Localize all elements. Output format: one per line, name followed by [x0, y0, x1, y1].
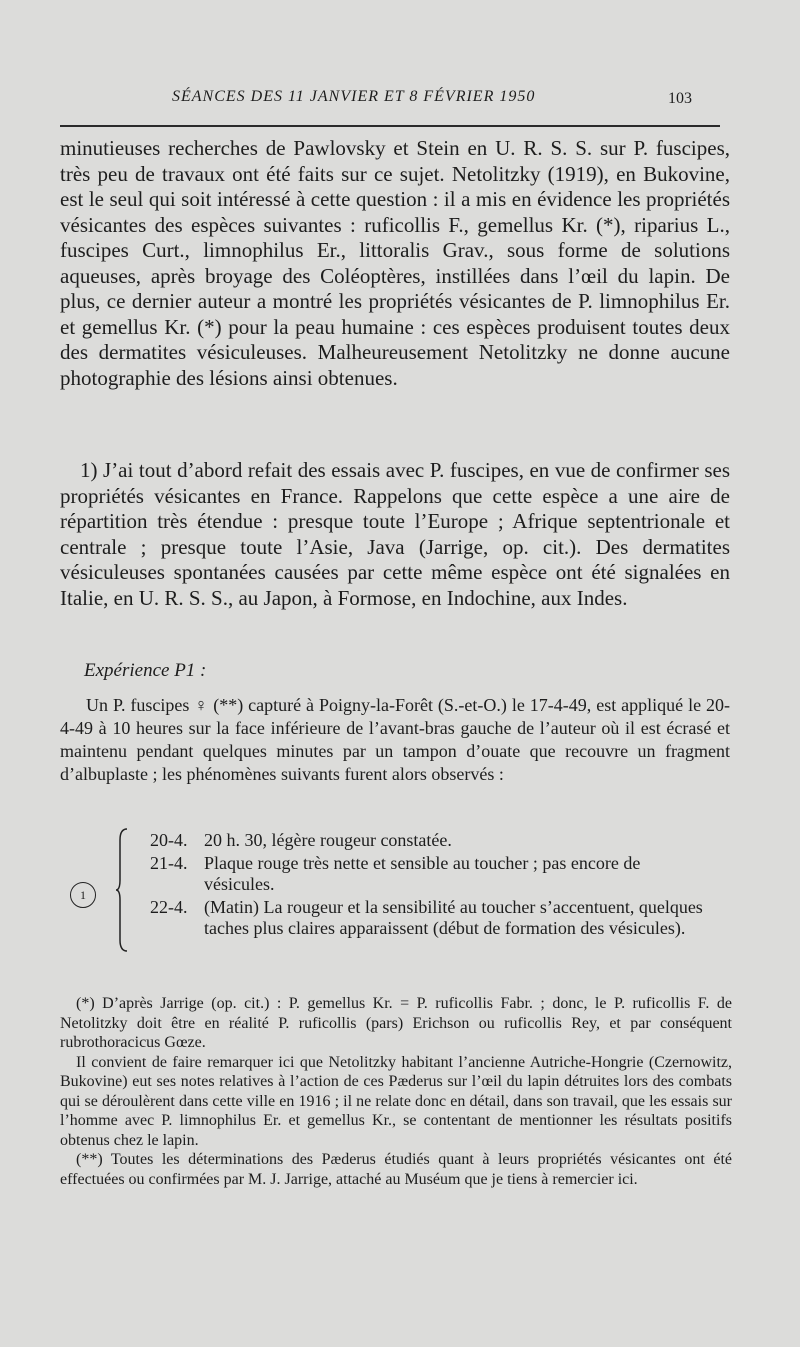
observation-item: [150, 853, 710, 895]
observation-text: 20 h. 30, légère rougeur constatée.: [204, 830, 452, 850]
paragraph-numbered: [60, 458, 730, 611]
running-header: SÉANCES DES 11 JANVIER ET 8 FÉVRIER 1950: [172, 88, 536, 105]
paragraph-1-text: minutieuses recherches de Pawlovsky et Stein en U. R. S. S. sur P. fuscipes, très peu de travaux ont été faits sur ce sujet. Netolitzky (1919), en Bukovine, est le seul qui soit intéressé à cette question : il a mis en évidence les propriétés vésicantes des espèces suivantes : ruficollis F., gemellus Kr. (*), riparius L., fuscipes Curt., limnophilus Er., littoralis Grav., sous forme de solutions aqueuses, après broyage des Coléoptères, instillées dans l’œil du lapin. De plus, ce dernier auteur a montré les propriétés vésicantes de P. limnophilus Er. et gemellus Kr. (*) pour la peau humaine : ces espèces produisent toutes deux des dermatites vésiculeuses. Malheureusement Netolitzky ne donne aucune photographie des lésions ainsi obtenues.: [60, 136, 730, 390]
observation-item: [150, 830, 710, 851]
page-number: 103: [668, 90, 692, 107]
observation-date: 22-4.: [150, 897, 188, 917]
footnote-2: (**) Toutes les déterminations des Pæderus étudiés quant à leurs propriétés vésicantes ont été effectuées ou confirmées par M. J. Jarrige, attaché au Muséum que je tiens à remercier ici.: [60, 1151, 732, 1188]
observation-text: Plaque rouge très nette et sensible au toucher ; pas encore de vésicules.: [204, 853, 641, 894]
paragraph-2-text: 1) J’ai tout d’abord refait des essais avec P. fuscipes, en vue de confirmer ses propriétés vésicantes en France. Rappelons que cette espèce a une aire de répartition très étendue : presque toute l’Europe ; Afrique septentrionale et centrale ; presque toute l’Asie, Java (Jarrige, op. cit.). Des dermatites vésiculeuses spontanées causées par cette même espèce ont été signalées en Italie, en U. R. S. S., au Japon, à Formose, en Indochine, aux Indes.: [60, 458, 730, 610]
observation-date: 21-4.: [150, 853, 188, 873]
brace-icon: [116, 828, 128, 952]
experience-heading: Expérience P1 :: [84, 660, 207, 681]
observation-text: (Matin) La rougeur et la sensibilité au toucher s’accentuent, quelques taches plus claires apparaissent (début de formation des vésicules).: [204, 897, 703, 938]
footnote-1: (*) D’après Jarrige (op. cit.) : P. gemellus Kr. = P. ruficollis Fabr. ; donc, le P. ruficollis F. de Netolitzky doit être en réalité P. ruficollis (pars) Erichson ou ruficollis Rey, et par conséquent rubrothoracicus Gœze.: [60, 995, 732, 1051]
circled-number: 1: [70, 882, 96, 908]
paragraph-continued: [60, 136, 730, 391]
footnotes: [60, 994, 732, 1189]
footnote-1-continued: Il convient de faire remarquer ici que Netolitzky habitant l’ancienne Autriche-Hongrie (Czernowitz, Bukovine) eut ses notes relatives à l’action de ces Pæderus sur l’œil du lapin détruites lors des combats qui se déroulèrent dans cette ville en 1916 ; il ne relate donc en détail, dans son travail, que les essais sur l’homme avec P. limnophilus Er. et gemellus Kr., se contentant de mentionner les résultats positifs obtenus chez le lapin.: [60, 1053, 732, 1149]
observation-group: [58, 820, 738, 960]
observation-list: [150, 830, 710, 941]
observation-date: 20-4.: [150, 830, 188, 850]
header-rule: [60, 125, 720, 127]
observation-item: [150, 897, 710, 939]
paragraph-3-text: Un P. fuscipes ♀ (**) capturé à Poigny-la-Forêt (S.-et-O.) le 17-4-49, est appliqué le 20-4-49 à 10 heures sur la face inférieure de l’avant-bras gauche de l’auteur où il est écrasé et maintenu pendant quelques minutes par un tampon d’ouate que recouvre un fragment d’albuplaste ; les phénomènes suivants furent alors observés :: [60, 695, 730, 784]
